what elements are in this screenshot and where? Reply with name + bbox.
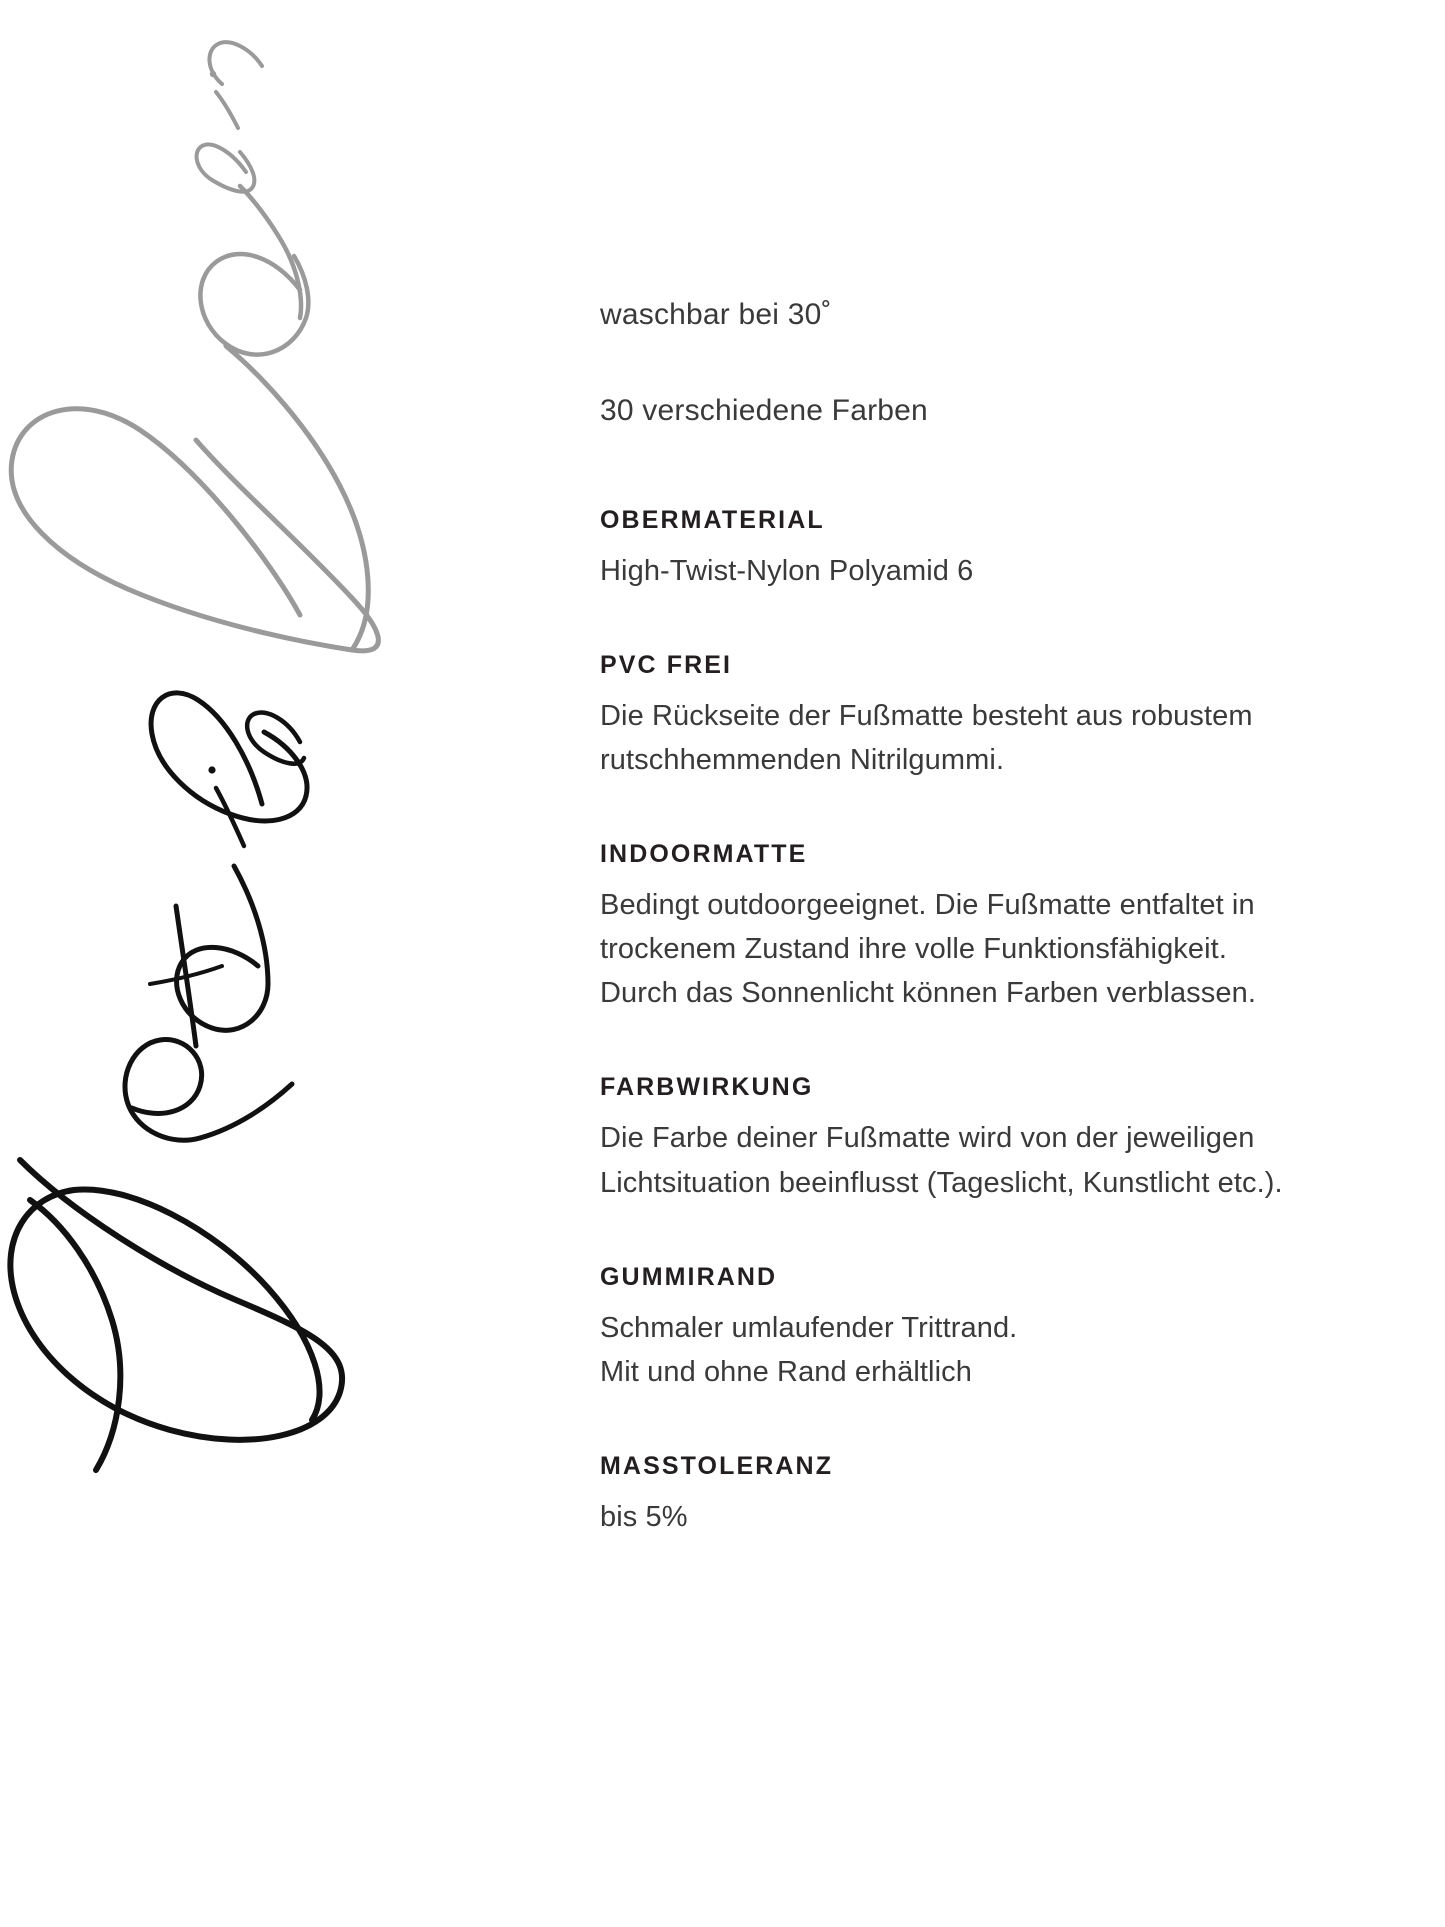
- section-heading: OBERMATERIAL: [600, 506, 825, 534]
- section-heading: GUMMIRAND: [600, 1262, 778, 1291]
- section-indoormatte: [600, 840, 1360, 1015]
- section-body: Die Farbe deiner Fußmatte wird von der jeweiligen Lichtsituation beeinflusst (Tageslicht, Kunstlicht etc.).: [600, 1122, 1283, 1199]
- section-obermaterial: [600, 506, 1360, 593]
- section-heading: FARBWIRKUNG: [600, 1073, 814, 1102]
- lead-line-colors: 30 verschiedene Farben: [600, 394, 928, 427]
- section-farbwirkung: [600, 1073, 1360, 1204]
- section-heading: INDOORMATTE: [600, 840, 808, 869]
- script-word-basic: [11, 42, 378, 651]
- section-body: bis 5%: [600, 1500, 688, 1533]
- script-word-details: [10, 693, 342, 1470]
- section-heading: MASSTOLERANZ: [600, 1451, 834, 1480]
- section-heading: PVC FREI: [600, 651, 733, 680]
- section-body: Die Rückseite der Fußmatte besteht aus robustem rutschhemmenden Nitrilgummi.: [600, 700, 1253, 777]
- section-body: Bedingt outdoorgeeignet. Die Fußmatte entfaltet in trockenem Zustand ihre volle Funktionsfähigkeit. Durch das Sonnenlicht können Farben verblassen.: [600, 889, 1256, 1010]
- section-body: High-Twist-Nylon Polyamid 6: [600, 555, 974, 587]
- lead-line-washable: waschbar bei 30˚: [600, 298, 832, 331]
- section-gummirand: [600, 1263, 1360, 1394]
- section-body: Schmaler umlaufender Trittrand. Mit und ohne Rand erhältlich: [600, 1311, 1018, 1388]
- section-masstoleranz: [600, 1452, 1360, 1539]
- product-details-content: [600, 300, 1360, 1539]
- decorative-script-column: [0, 0, 470, 1927]
- section-pvc-frei: [600, 651, 1360, 782]
